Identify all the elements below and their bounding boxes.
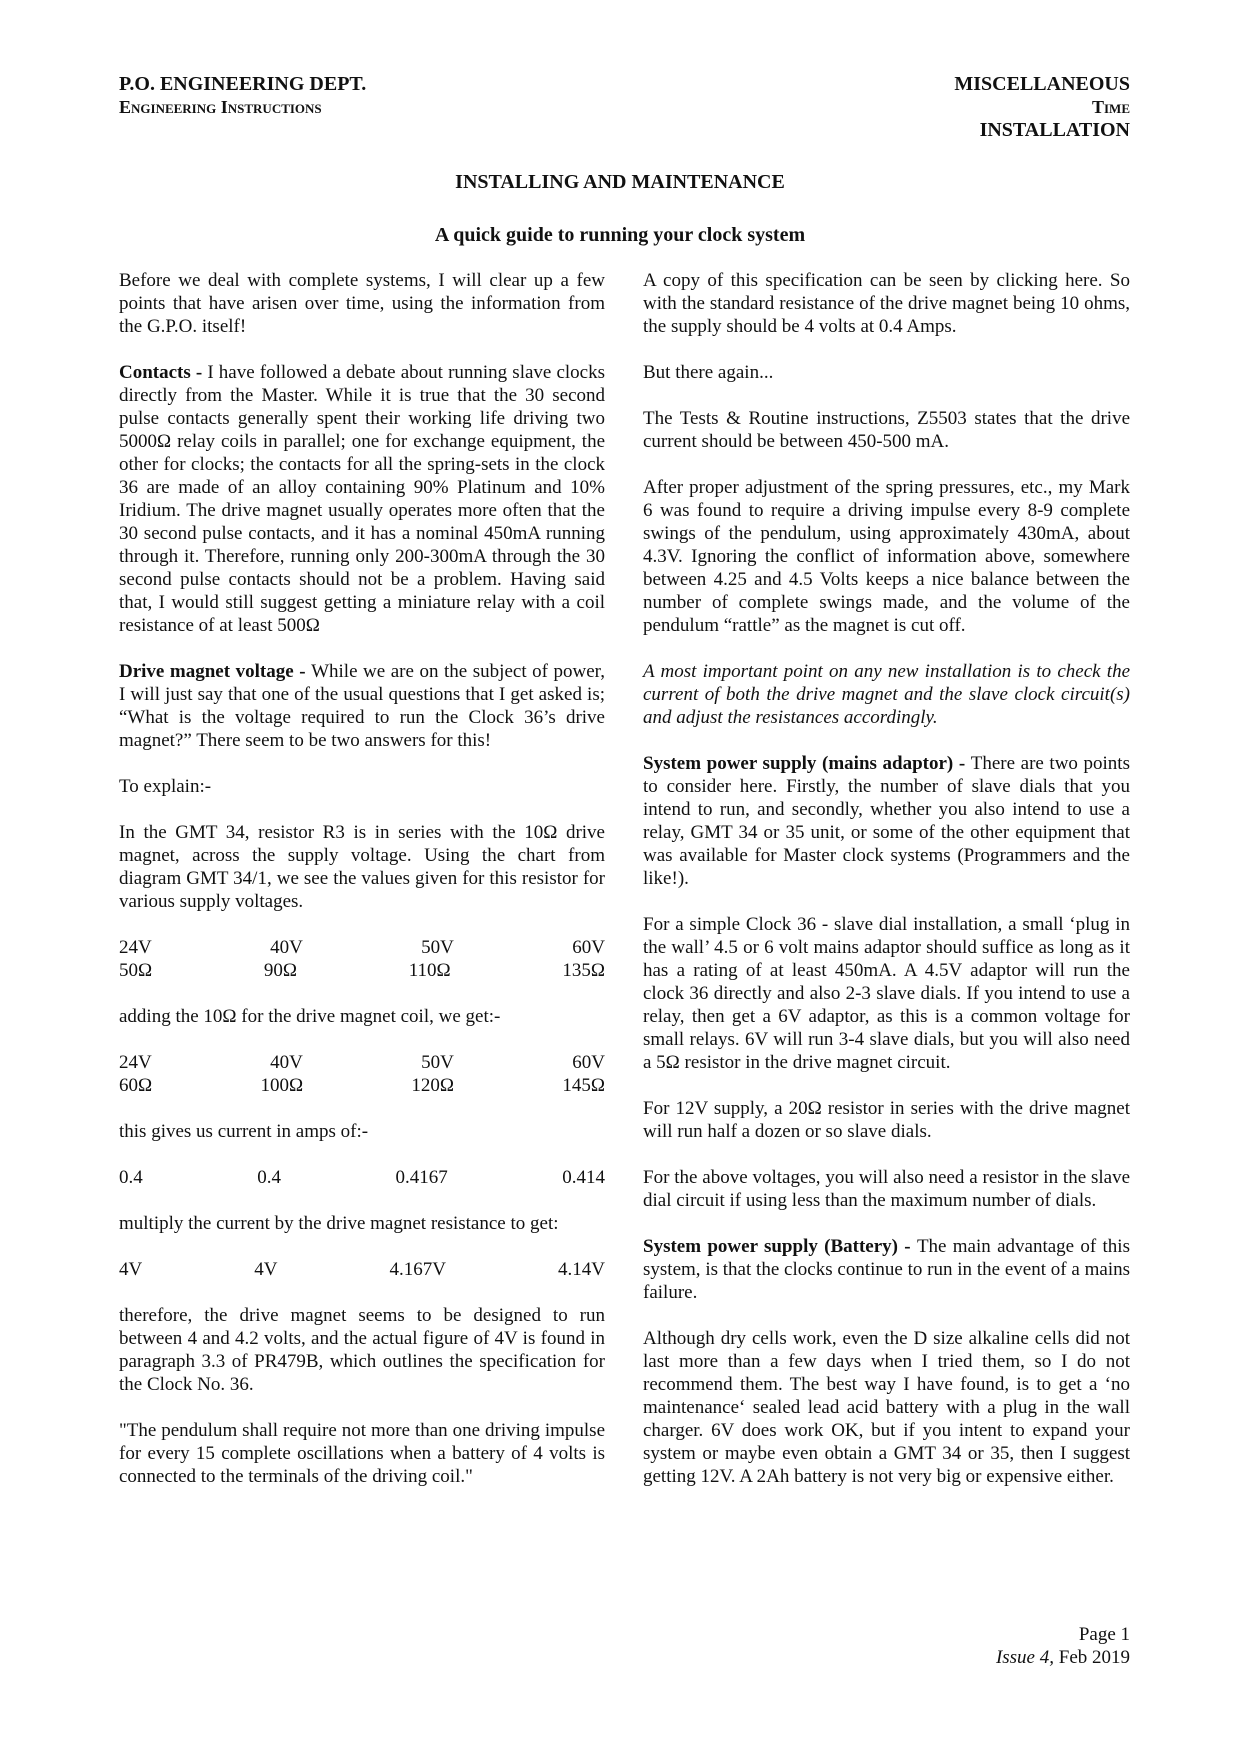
quote-paragraph: "The pendulum shall require not more than one driving impulse for every 15 complete oscillations when a battery of 4 volts is connected to the terminals of the driving coil." [119, 1420, 605, 1487]
issue-date: Feb 2019 [1054, 1647, 1130, 1668]
table-cell: 0.4 [119, 1167, 143, 1188]
left-column [119, 269, 605, 1488]
header-right [954, 73, 1130, 142]
document-subtitle: A quick guide to running your clock system [434, 224, 806, 246]
table-cell: 50Ω [119, 960, 153, 981]
total-resistance-table [119, 1051, 605, 1097]
page-footer [996, 1623, 1130, 1669]
header-section: INSTALLATION [979, 119, 1130, 141]
drive-magnet-text: While we are on the subject of power, I will just say that one of the usual questions that I get asked is; “What is the voltage required to run the Clock 36’s drive magnet?” There seem to be two answers for this! [119, 661, 605, 751]
table-cell: 60V [572, 1052, 605, 1073]
table-row [119, 1258, 605, 1281]
voltage-row [119, 1258, 605, 1281]
copy-paragraph: A copy of this specification can be seen by clicking here. So with the standard resistance of the drive magnet being 10 ohms, the supply should be 4 volts at 0.4 Amps. [643, 270, 1130, 337]
table-cell: 0.4167 [395, 1167, 448, 1188]
adding-paragraph: adding the 10Ω for the drive magnet coil, we get:- [119, 1006, 501, 1027]
mains-paragraph [643, 752, 1130, 890]
table-cell: 0.4 [257, 1167, 281, 1188]
table-cell: 4.14V [558, 1259, 605, 1280]
gmt34-paragraph: In the GMT 34, resistor R3 is in series with the 10Ω drive magnet, across the supply voltage. Using the chart from diagram GMT 34/1, we see the values given for this resistor for various supply voltages. [119, 822, 605, 912]
table-row [119, 959, 605, 982]
table-cell: 24V [119, 937, 152, 958]
table-cell: 90Ω [263, 960, 297, 981]
table-cell: 60V [572, 937, 605, 958]
table-cell: 4.167V [389, 1259, 446, 1280]
contacts-paragraph [119, 361, 605, 637]
mains-text: There are two points to consider here. Firstly, the number of slave dials that you intend to run, and secondly, whether you also intend to use a relay, GMT 34 or 35 unit, or some of the other equipment that was available for Master clock systems (Programmers and the like!). [643, 753, 1130, 889]
simple-paragraph: For a simple Clock 36 - slave dial installation, a small ‘plug in the wall’ 4.5 or 6 volt mains adaptor should suffice as long as it has a rating of at least 450mA. A 4.5V adaptor will run the clock 36 directly and also 2-3 slave dials. If you intend to use a relay, then get a 6V adaptor, as this is a common voltage for small relays. 6V will run 3-4 slave dials, but you will also need a 5Ω resistor in the drive magnet circuit. [643, 914, 1130, 1073]
page-number: Page 1 [1078, 1624, 1130, 1645]
table-cell: 60Ω [119, 1075, 153, 1096]
header-category: MISCELLANEOUS [954, 73, 1130, 95]
above-paragraph: For the above voltages, you will also need a resistor in the slave dial circuit if using less than the maximum number of dials. [643, 1167, 1130, 1211]
table-cell: 50V [421, 1052, 454, 1073]
table-cell: 0.414 [562, 1167, 605, 1188]
table-cell: 100Ω [260, 1075, 304, 1096]
table-row [119, 1074, 605, 1097]
battery-heading: System power supply (Battery) - [643, 1236, 917, 1257]
table-cell: 4V [254, 1259, 278, 1280]
table-row [119, 1166, 605, 1189]
header-subcategory: Time [1091, 97, 1130, 117]
header-instructions: Engineering Instructions [119, 97, 322, 117]
table-cell: 110Ω [408, 960, 451, 981]
mains-heading: System power supply (mains adaptor) - [643, 753, 971, 774]
battery-text: The main advantage of this system, is that the clocks continue to run in the event of a mains failure. [643, 1236, 1130, 1303]
table-cell: 40V [270, 937, 303, 958]
therefore-paragraph: therefore, the drive magnet seems to be designed to run between 4 and 4.2 volts, and the actual figure of 4V is found in paragraph 3.3 of PR479B, which outlines the specification for the Clock No. 36. [119, 1305, 605, 1395]
resistor-table [119, 936, 605, 982]
table-cell: 135Ω [562, 960, 605, 981]
table-cell: 4V [119, 1259, 143, 1280]
tests-paragraph: The Tests & Routine instructions, Z5503 states that the drive current should be between 450-500 mA. [643, 408, 1130, 452]
table-cell: 40V [270, 1052, 303, 1073]
right-column [643, 269, 1130, 1488]
issue-line [996, 1646, 1130, 1669]
drive-magnet-paragraph [119, 660, 605, 752]
to-explain-paragraph: To explain:- [119, 776, 212, 797]
table-cell: 145Ω [562, 1075, 605, 1096]
contacts-text: I have followed a debate about running slave clocks directly from the Master. While it is true that the 30 second pulse contacts generally spent their working life driving two 5000Ω relay coils in parallel; one for exchange equipment, the other for clocks; the contacts for all the spring-sets in the clock 36 are made of an alloy containing 90% Platinum and 10% Iridium. The drive magnet usually operates more often that the 30 second pulse contacts, and it has a nominal 450mA running through it. Therefore, running only 200-300mA through the 30 second pulse contacts should not be a problem. Having said that, I would still suggest getting a miniature relay with a coil resistance of at least 500Ω [119, 362, 605, 636]
battery-paragraph [643, 1235, 1130, 1304]
table-cell: 50V [421, 937, 454, 958]
gives-paragraph: this gives us current in amps of:- [119, 1121, 369, 1142]
table-cell: 120Ω [411, 1075, 455, 1096]
twelve-volt-paragraph: For 12V supply, a 20Ω resistor in series with the drive magnet will run half a dozen or so slave dials. [643, 1098, 1130, 1142]
header-left [119, 73, 366, 119]
table-cell: 24V [119, 1052, 152, 1073]
important-text: A most important point on any new installation is to check the current of both the drive magnet and the slave clock circuit(s) and adjust the resistances accordingly. [643, 661, 1130, 728]
multiply-paragraph: multiply the current by the drive magnet resistance to get: [119, 1213, 559, 1234]
current-row [119, 1166, 605, 1189]
important-paragraph [643, 660, 1130, 729]
but-paragraph: But there again... [643, 362, 774, 383]
header-department: P.O. ENGINEERING DEPT. [119, 73, 367, 95]
contacts-heading: Contacts - [119, 362, 208, 383]
table-row [119, 1051, 605, 1074]
dry-cells-paragraph: Although dry cells work, even the D size alkaline cells did not last more than a few days when I tried them, so I do not recommend them. The best way I have found, is to get a ‘no maintenance‘ sealed lead acid battery with a plug in the wall charger. 6V does work OK, but if you intent to expand your system or maybe even obtain a GMT 34 or 35, then I suggest getting 12V. A 2Ah battery is not very big or expensive either. [643, 1328, 1130, 1487]
table-row [119, 936, 605, 959]
after-paragraph: After proper adjustment of the spring pressures, etc., my Mark 6 was found to require a driving impulse every 8-9 complete swings of the pendulum, using approximately 430mA, about 4.3V. Ignoring the conflict of information above, somewhere between 4.25 and 4.5 Volts keeps a nice balance between the number of complete swings made, and the volume of the pendulum “rattle” as the magnet is cut off. [643, 477, 1130, 636]
issue-label: Issue 4, [995, 1647, 1054, 1668]
document-title: INSTALLING AND MAINTENANCE [455, 171, 785, 193]
drive-magnet-heading: Drive magnet voltage - [119, 661, 312, 682]
intro-paragraph: Before we deal with complete systems, I will clear up a few points that have arisen over time, using the information from the G.P.O. itself! [119, 270, 605, 337]
